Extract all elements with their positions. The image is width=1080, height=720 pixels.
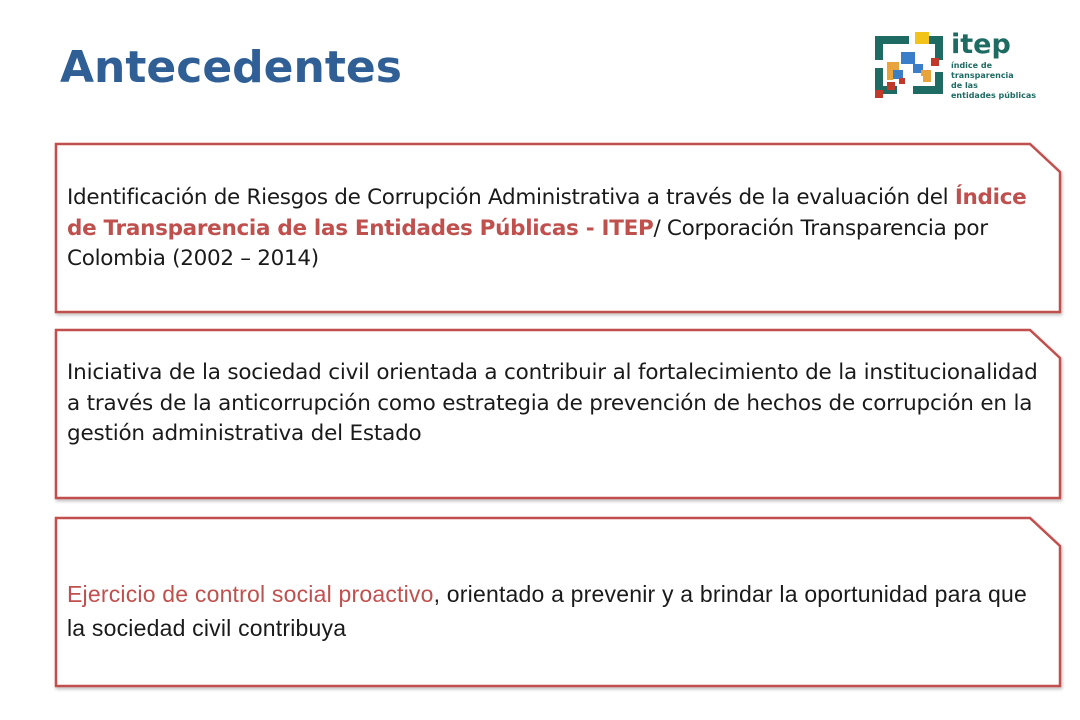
box-1-intro: Identificación de Riesgos de Corrupción Administrativa a través de la evaluación del: [67, 185, 955, 210]
logo-subtitle-line: índice de: [951, 61, 993, 70]
logo-subtitle-line: de las: [951, 81, 978, 90]
content-box-1-text: [67, 183, 1042, 275]
logo-wordmark: itep: [951, 29, 1011, 60]
content-box-2-text: Iniciativa de la sociedad civil orientada a contribuir al fortalecimiento de la institucionalidad a través de la anticorrupción como estrategia de prevención de hechos de corrupción en la gestión administrativa del Estado: [67, 360, 1038, 446]
box-3-rest: , orientado a prevenir y a brindar la oportunidad para que la sociedad civil contribuya: [67, 581, 1027, 641]
slide-title: Antecedentes: [60, 42, 402, 93]
logo-subtitle-line: transparencia: [951, 71, 1014, 80]
control-social-highlight: Ejercicio de control social proactivo: [67, 581, 434, 607]
itep-highlight: Índice de Transparencia de las Entidades Públicas - ITEP: [67, 185, 1027, 241]
logo-subtitle-line: entidades públicas: [951, 91, 1037, 100]
content-box-3-text: [67, 577, 1042, 645]
box-1-source: / Corporación Transparencia por Colombia (2002 – 2014): [67, 215, 988, 271]
